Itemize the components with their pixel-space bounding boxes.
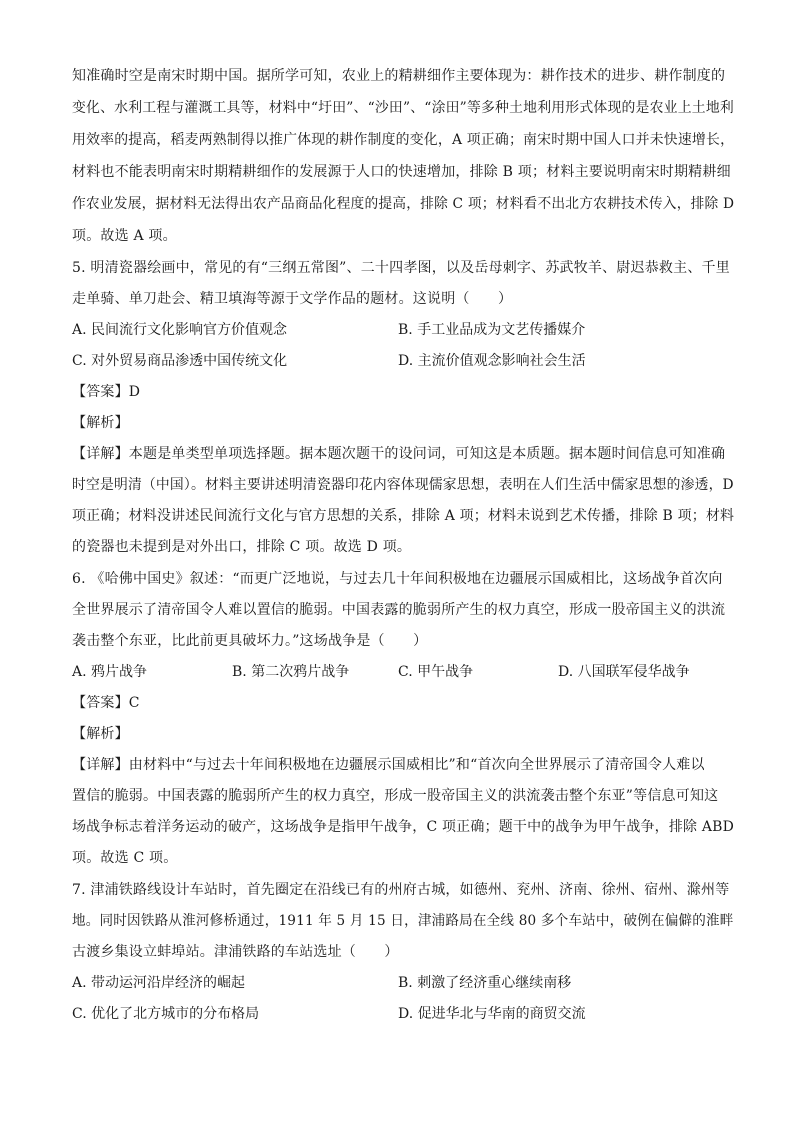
- q6-detail-line: 【详解】由材料中“与过去十年间积极地在边疆展示国威相比”和“首次向全世界展示了清帝国令人难以: [72, 757, 705, 773]
- q7-option-d: D. 促进华北与华南的商贸交流: [398, 1006, 586, 1022]
- intro-line: 作农业发展，据材料无法得出农产品商品化程度的提高，排除 C 项；材料看不出北方农耕技术传入，排除 D: [72, 196, 735, 212]
- q6-detail-line: 场战争标志着洋务运动的破产，这场战争是指甲午战争，C 项正确；题干中的战争为甲午战争，排除 ABD: [72, 819, 735, 835]
- q5-option-a: A. 民间流行文化影响官方价值观念: [72, 322, 288, 338]
- intro-line: 材料也不能表明南宋时期精耕细作的发展源于人口的快速增加，排除 B 项；材料主要说明南宋时期精耕细: [72, 164, 731, 180]
- q7-stem-line: 古渡乡集设立蚌埠站。津浦铁路的车站选址（ ）: [72, 944, 399, 960]
- q5-stem-line: 走单骑、单刀赴会、精卫填海等源于文学作品的题材。这说明（ ）: [72, 291, 513, 307]
- q6-option-b: B. 第二次鸦片战争: [232, 664, 350, 680]
- q6-option-a: A. 鸦片战争: [72, 664, 148, 680]
- q6-answer: 【答案】C: [72, 695, 140, 711]
- q7-option-b: B. 刺激了经济重心继续南移: [398, 975, 572, 991]
- q5-detail-line: 的瓷器也未提到是对外出口，排除 C 项。故选 D 项。: [72, 539, 412, 555]
- q5-answer: 【答案】D: [72, 384, 141, 400]
- q5-stem-line: 5. 明清瓷器绘画中，常见的有“三纲五常图”、二十四孝图，以及岳母刺字、苏武牧羊、尉迟恭救主、千里: [72, 260, 730, 276]
- intro-line: 项。故选 A 项。: [72, 228, 177, 244]
- intro-line: 用效率的提高，稻麦两熟制得以推广体现的耕作制度的变化，A 项正确；南宋时期中国人口并未快速增长，: [72, 132, 735, 148]
- q5-option-d: D. 主流价值观念影响社会生活: [398, 353, 586, 369]
- intro-line: 知准确时空是南宋时期中国。据所学可知，农业上的精耕细作主要体现为：耕作技术的进步、耕作制度的: [72, 68, 726, 84]
- q7-option-c: C. 优化了北方城市的分布格局: [72, 1006, 260, 1022]
- q5-option-c: C. 对外贸易商品渗透中国传统文化: [72, 353, 288, 369]
- q5-analysis-label: 【解析】: [72, 415, 129, 431]
- q5-option-b: B. 手工业品成为文艺传播媒介: [398, 322, 586, 338]
- q6-detail-line: 项。故选 C 项。: [72, 850, 178, 866]
- q6-option-c: C. 甲午战争: [398, 664, 474, 680]
- q6-stem-line: 全世界展示了清帝国令人难以置信的脆弱。中国表露的脆弱所产生的权力真空，形成一股帝国主义的洪流: [72, 602, 726, 618]
- q7-option-a: A. 带动运河沿岸经济的崛起: [72, 975, 246, 991]
- q7-stem-line: 7. 津浦铁路线设计车站时，首先圈定在沿线已有的州府古城，如德州、兖州、济南、徐州、宿州、滁州等: [72, 882, 730, 898]
- q5-detail-line: 项正确；材料没讲述民间流行文化与官方思想的关系，排除 A 项；材料未说到艺术传播，排除 B 项；材料: [72, 508, 735, 524]
- q5-detail-line: 时空是明清（中国）。材料主要讲述明清瓷器印花内容体现儒家思想，表明在人们生活中儒家思想的渗透，D: [72, 477, 734, 493]
- q6-stem-line: 6. 《哈佛中国史》叙述：“而更广泛地说，与过去几十年间积极地在边疆展示国威相比，这场战争首次向: [72, 571, 723, 587]
- q6-stem-line: 袭击整个东亚，比此前更具破坏力。”这场战争是（ ）: [72, 633, 428, 649]
- intro-line: 变化、水利工程与灌溉工具等，材料中“圩田”、“沙田”、“涂田”等多种土地利用形式体现的是农业上土地利: [72, 100, 734, 116]
- q6-detail-line: 置信的脆弱。中国表露的脆弱所产生的权力真空，形成一股帝国主义的洪流袭击整个东亚”等信息可知这: [72, 788, 719, 804]
- q7-stem-line: 地。同时因铁路从淮河修桥通过，1911 年 5 月 15 日，津浦路局在全线 80 多个车站中，破例在偏僻的淮畔: [72, 913, 734, 929]
- q6-analysis-label: 【解析】: [72, 726, 129, 742]
- q5-detail-line: 【详解】本题是单类型单项选择题。据本题次题干的设问词，可知这是本质题。据本题时间信息可知准确: [72, 446, 726, 462]
- q6-option-d: D. 八国联军侵华战争: [558, 664, 690, 680]
